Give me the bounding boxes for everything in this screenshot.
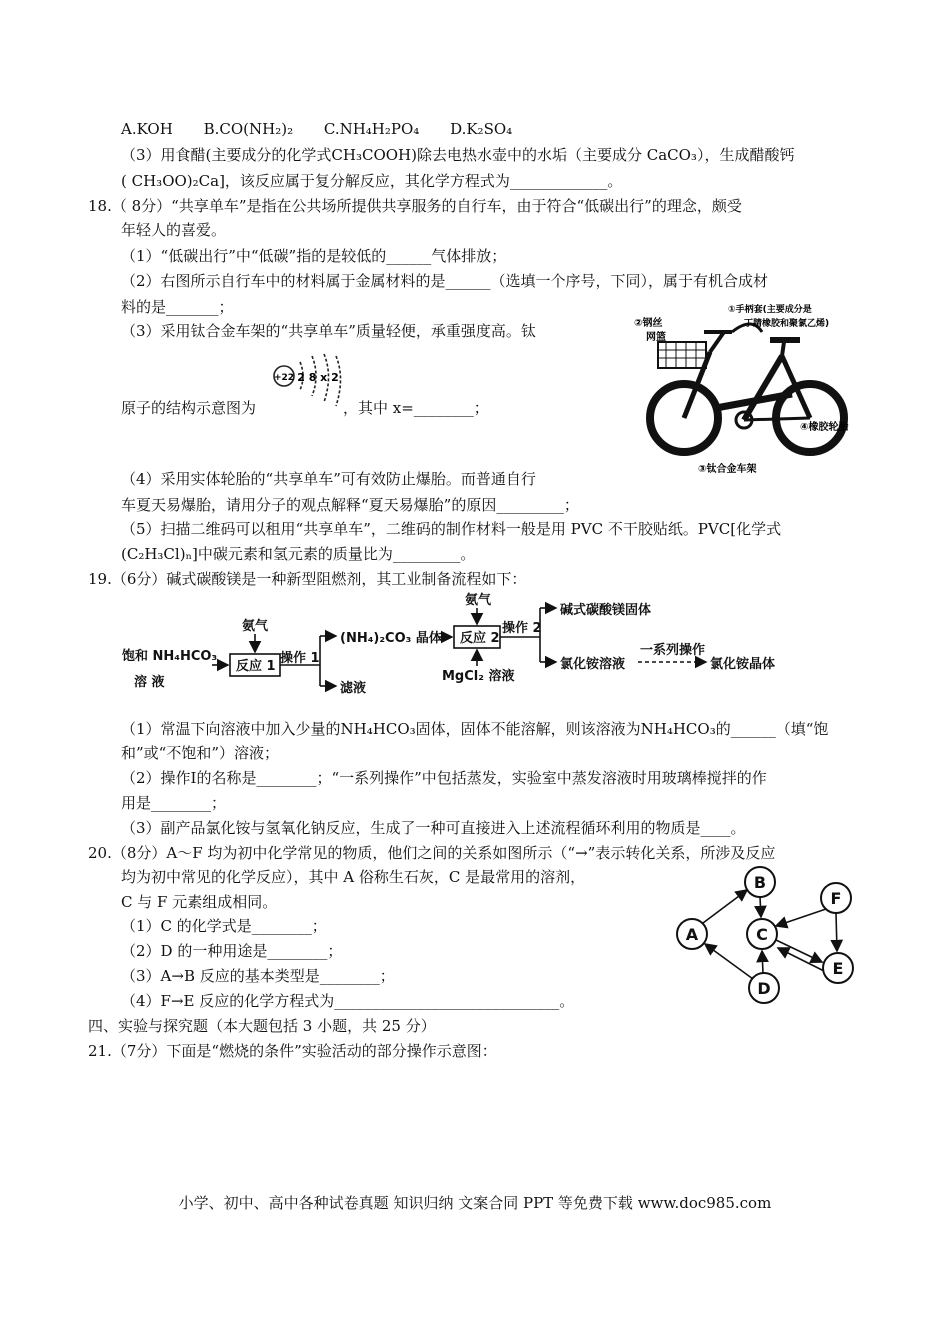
node-b-label: B [753,873,767,892]
q20-stem-line1: 20.（8分）A～F 均为初中化学常见的物质，他们之间的关系如图所示（“→”表示转化关系，所涉及反应 [88,844,776,862]
q20-sub3: （3）A→B 反应的基本类型是________； [121,967,395,985]
q17-option-c: C.NH₄H₂PO₄ [323,120,420,138]
q18-sub5-line1: （5）扫描二维码可以租用“共享单车”，二维码的制作材料一般是用 PVC 不干胶贴纸。PVC[化学式 [121,520,782,538]
q19-sub1-line1: （1）常温下向溶液中加入少量的NH₄HCO₃固体，固体不能溶解，则该溶液为NH₄HCO₃的______（填“饱 [121,720,829,738]
shared-bicycle-figure [632,296,867,476]
flow-nh4cl-crystal: 氯化铵晶体 [710,657,776,672]
flow-start-b: 溶 液 [134,675,165,690]
q20-sub1: （1）C 的化学式是________； [121,917,327,935]
node-d-label: D [757,979,771,998]
q17-option-b: B.CO(NH₂)₂ [203,120,294,138]
bike-label-1b: 丁腈橡胶和聚氯乙烯) [744,319,830,329]
flow-gas-2: 氨气 [465,593,492,608]
q20-stem-line3: C 与 F 元素组成相同。 [121,893,278,911]
flow-op-2: 操作 2 [502,621,542,636]
basket-icon [658,342,706,368]
flow-nh4cl-solution: 氯化铵溶液 [560,657,626,672]
q18-sub2-line2: 料的是_______； [121,298,234,316]
q18-stem-line1: 18.（ 8分）“共享单车”是指在公共场所提供共享服务的自行车，由于符合“低碳出行”的理念，颇受 [88,197,742,215]
atom-shell-electrons: 2 8 x 2 [297,371,339,384]
q19-sub2-line1: （2）操作Ⅰ的名称是________；“一系列操作”中包括蒸发，实验室中蒸发溶液时用玻璃棒搅拌的作 [121,769,767,787]
q19-sub2-line2: 用是________； [121,794,227,812]
bike-label-1a: ①手柄套(主要成分是 [728,305,812,315]
q19-process-flow-diagram [120,588,820,700]
section-4-heading: 四、实验与探究题（本大题包括 3 小题，共 25 分） [88,1017,436,1035]
titanium-atom-diagram [272,352,347,410]
q17-sub3-line2: ( CH₃OO)₂Ca]，该反应属于复分解反应，其化学方程式为_____________。 [121,172,623,190]
q18-sub5-line2: (C₂H₃Cl)ₙ]中碳元素和氢元素的质量比为_________。 [121,545,476,563]
flow-start-a: 饱和 NH₄HCO₃ [122,649,218,664]
q18-sub1: （1）“低碳出行”中“低碳”指的是较低的______气体排放； [121,247,507,265]
bike-label-2a: ②钢丝 [634,318,663,329]
q18-sub3-line1: （3）采用钛合金车架的“共享单车”质量轻便，承重强度高。钛 [121,322,536,340]
bike-label-3: ③钛合金车架 [698,464,757,475]
q18-sub3-line2a: 原子的结构示意图为 [121,399,257,417]
flow-op-1: 操作 1 [280,651,320,666]
q21-stem: 21.（7分）下面是“燃烧的条件”实验活动的部分操作示意图： [88,1042,497,1060]
q18-sub4-line2: 车夏天易爆胎，请用分子的观点解释“夏天易爆胎”的原因_________； [121,496,579,514]
node-a-label: A [685,925,699,944]
q18-sub3-line2b: ，其中 x=________； [343,399,489,417]
q19-stem: 19.（6分）碱式碳酸镁是一种新型阻燃剂，其工业制备流程如下： [88,570,527,588]
bike-label-2b: 网篮 [646,332,666,343]
node-c-label: C [756,925,768,944]
q17-sub3-line1: （3）用食醋(主要成分的化学式CH₃COOH)除去电热水壶中的水垢（主要成分 CaCO₃），生成醋酸钙 [121,146,795,164]
flow-react-2: 反应 2 [460,631,500,646]
page-footer: 小学、初中、高中各种试卷真题 知识归纳 文案合同 PPT 等免费下载 www.doc985.com [178,1194,772,1212]
node-f-label: F [830,889,842,908]
q20-sub2: （2）D 的一种用途是________； [121,942,343,960]
flow-mgcl2: MgCl₂ 溶液 [442,669,515,684]
bike-label-4: ④橡胶轮胎 [800,422,849,433]
q20-relationship-diagram [670,860,865,1010]
q18-stem-line2: 年轻人的喜爱。 [121,221,227,239]
q17-option-d: D.K₂SO₄ [450,120,513,138]
q20-sub4: （4）F→E 反应的化学方程式为______________________________。 [121,992,575,1010]
q18-sub2-line1: （2）右图所示自行车中的材料属于金属材料的是______（选填一个序号，下同），属于有机合成材 [121,272,769,290]
flow-gas-1: 氨气 [242,619,269,634]
flow-product-1: 碱式碳酸镁固体 [560,603,652,618]
flow-filtrate: 滤液 [340,681,367,696]
q20-stem-line2: 均为初中常见的化学反应），其中 A 俗称生石灰，C 是最常用的溶剂， [121,868,586,886]
flow-crystal: (NH₄)₂CO₃ 晶体 [340,631,442,646]
q17-options [121,118,538,140]
q18-sub4-line1: （4）采用实体轮胎的“共享单车”可有效防止爆胎。而普通自行 [121,470,536,488]
flow-react-1: 反应 1 [236,659,276,674]
q17-option-a: A.KOH [121,120,173,138]
flow-series-ops: 一系列操作 [640,643,706,658]
node-e-label: E [832,959,844,978]
q19-sub1-line2: 和”或“不饱和”）溶液； [121,744,280,762]
q19-sub3: （3）副产品氯化铵与氢氧化钠反应，生成了一种可直接进入上述流程循环利用的物质是____。 [121,819,746,837]
atom-nucleus-label: +22 [273,373,295,383]
